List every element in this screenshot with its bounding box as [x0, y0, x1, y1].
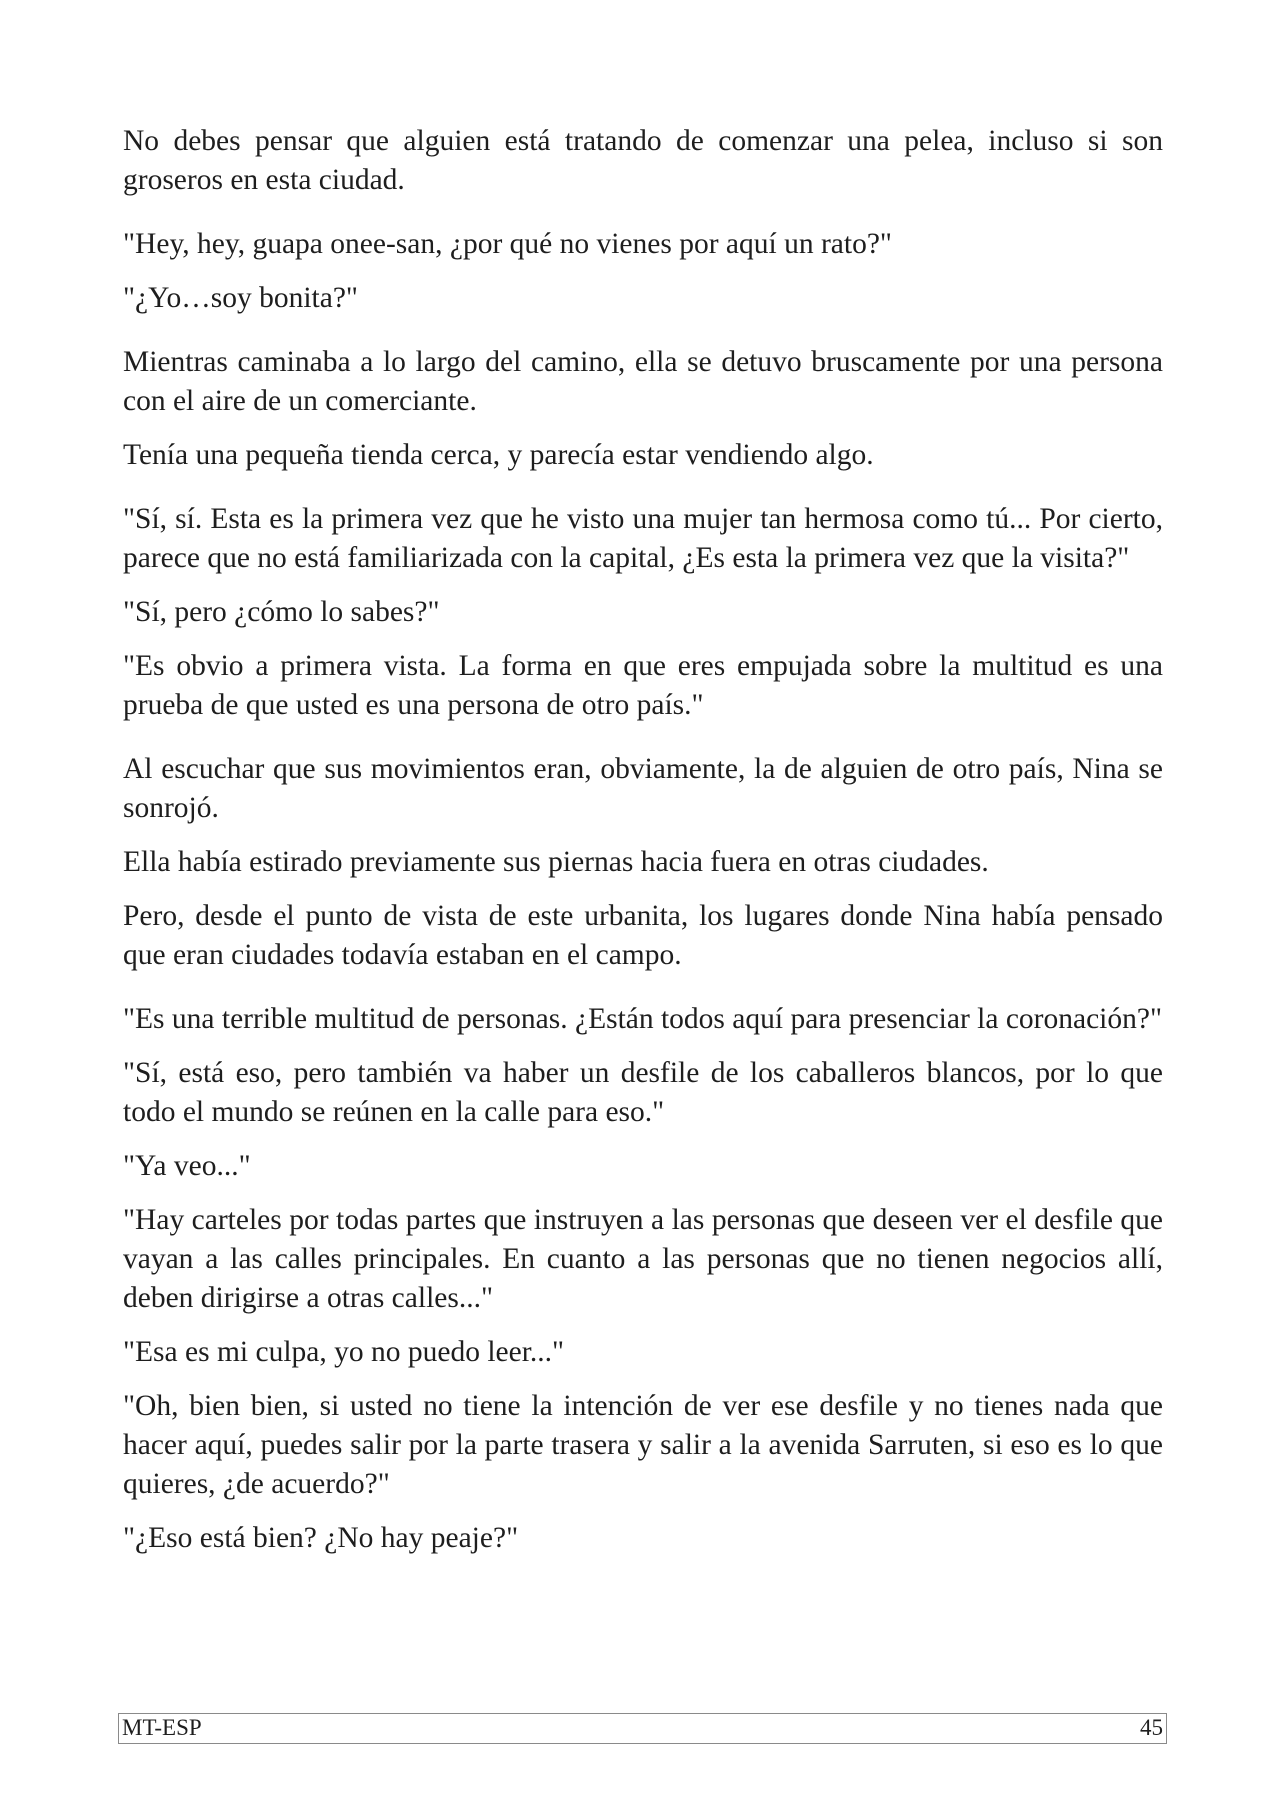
paragraph: "Ya veo...": [123, 1150, 251, 1182]
paragraph: "Es una terrible multitud de personas. ¿Están todos aquí para presenciar la coronación?": [123, 1003, 1163, 1035]
paragraph: No debes pensar que alguien está tratando de comenzar una pelea, incluso si son groseros en esta ciudad.: [123, 125, 1163, 196]
paragraph: Tenía una pequeña tienda cerca, y parecía estar vendiendo algo.: [123, 439, 874, 471]
page-number: 45: [1140, 1715, 1163, 1740]
paragraph: "Esa es mi culpa, yo no puedo leer...": [123, 1336, 565, 1368]
paragraph: "Hay carteles por todas partes que instruyen a las personas que deseen ver el desfile que vayan a las calles principales. En cuanto a las personas que no tienen negocios allí, deben dirigirse a otras calles...": [123, 1204, 1163, 1314]
page-footer: [118, 1713, 1167, 1744]
paragraph: Pero, desde el punto de vista de este urbanita, los lugares donde Nina había pensado que eran ciudades todavía estaban en el campo.: [123, 900, 1163, 971]
paragraph: Ella había estirado previamente sus piernas hacia fuera en otras ciudades.: [123, 846, 989, 878]
paragraph: "Sí, pero ¿cómo lo sabes?": [123, 596, 440, 628]
paragraph: "Oh, bien bien, si usted no tiene la intención de ver ese desfile y no tienes nada que hacer aquí, puedes salir por la parte trasera y salir a la avenida Sarruten, si eso es lo que quieres, ¿de acuerdo?": [123, 1390, 1163, 1500]
paragraph: "Hey, hey, guapa onee-san, ¿por qué no vienes por aquí un rato?": [123, 228, 892, 260]
page-body: [123, 122, 1163, 1558]
paragraph: "Es obvio a primera vista. La forma en que eres empujada sobre la multitud es una prueba de que usted es una persona de otro país.": [123, 650, 1163, 721]
paragraph: "Sí, está eso, pero también va haber un desfile de los caballeros blancos, por lo que todo el mundo se reúnen en la calle para eso.": [123, 1057, 1163, 1128]
footer-label: MT-ESP: [122, 1715, 202, 1740]
paragraph: "¿Yo…soy bonita?": [123, 282, 358, 314]
paragraph: "¿Eso está bien? ¿No hay peaje?": [123, 1522, 519, 1554]
paragraph: Mientras caminaba a lo largo del camino, ella se detuvo bruscamente por una persona con el aire de un comerciante.: [123, 346, 1163, 417]
paragraph: Al escuchar que sus movimientos eran, obviamente, la de alguien de otro país, Nina se sonrojó.: [123, 753, 1163, 824]
paragraph: "Sí, sí. Esta es la primera vez que he visto una mujer tan hermosa como tú... Por cierto, parece que no está familiarizada con la capital, ¿Es esta la primera vez que la visita?": [123, 503, 1163, 574]
